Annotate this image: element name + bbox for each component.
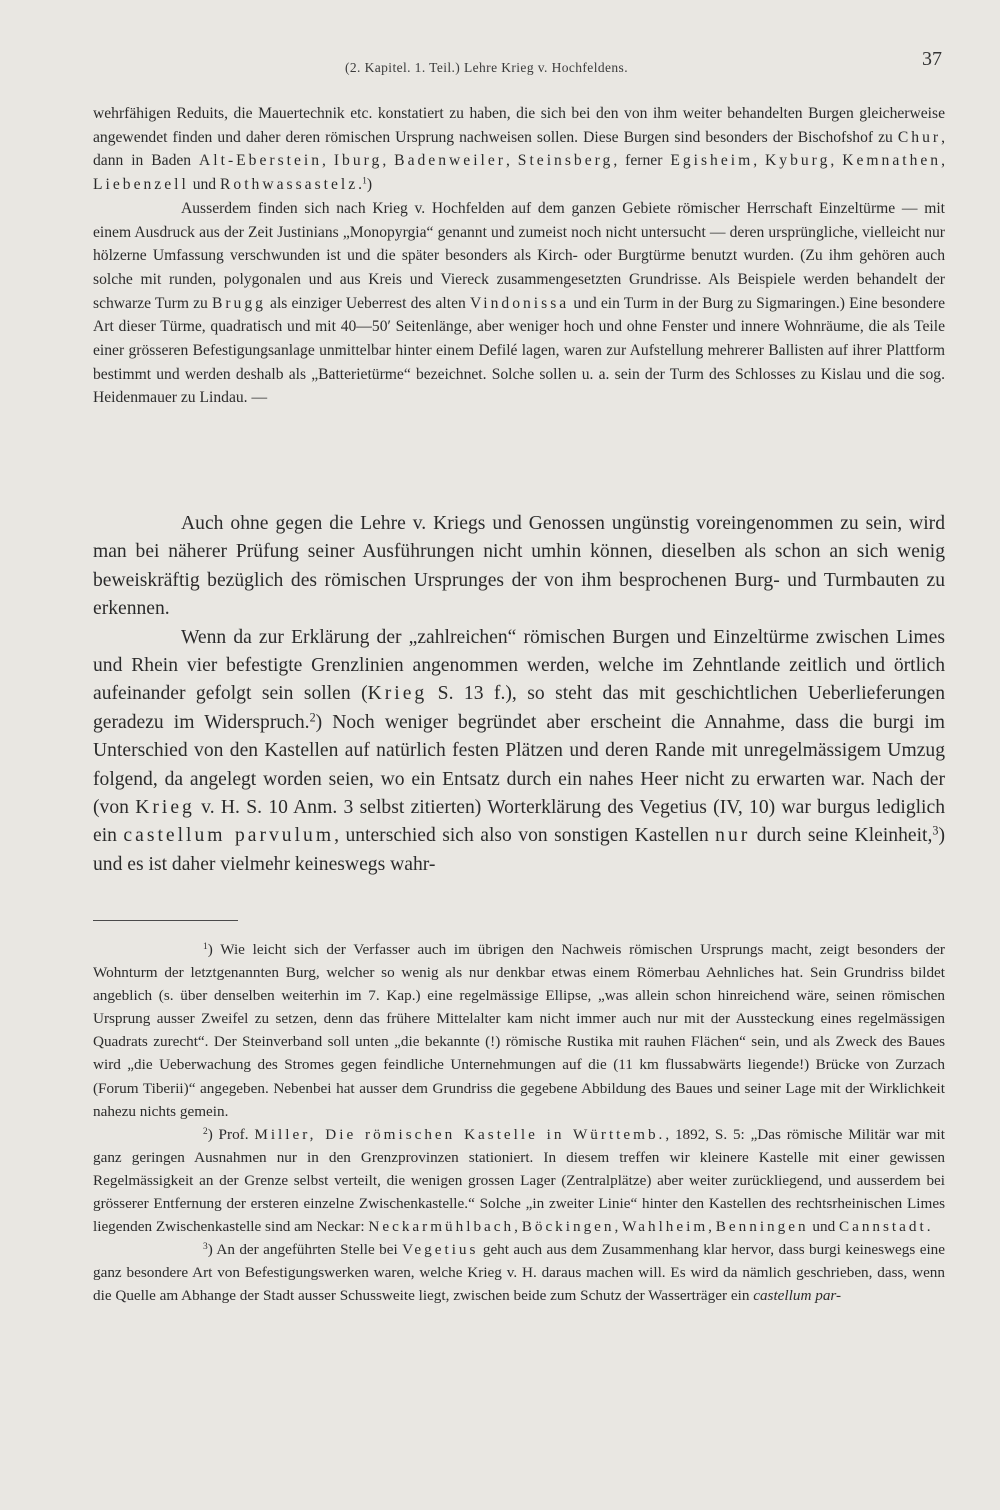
paragraph-3: Auch ohne gegen die Lehre v. Kriegs und Genossen ungünstig voreingenommen zu sein, wird man bei näherer Prüfung seiner Ausführungen nicht umhin können, dieselben als schon an sich wenig beweiskräftig bezüglich des römischen Ursprunges der von ihm besprochenen Burg- und Turmbauten zu erkennen. — [93, 513, 945, 620]
footnote-ref-2: 2 — [309, 710, 316, 725]
footnote-ref-3: 3 — [932, 823, 939, 838]
footnote-ref-1: 1 — [362, 175, 367, 187]
paragraph-4: Wenn da zur Erklärung der „zahlreichen“ römischen Burgen und Einzeltürme zwischen Limes und Rhein vier befestigte Grenzlinien angenommen werden, welche im Zehntlande zeitlich und örtlich aufeinander gefolgt sein sollen (Krieg S. 13 f.), so steht das mit geschichtlichen Ueberlieferungen geradezu im Widerspruch.$^2$) Noch weniger begründet aber erscheint die Annahme, dass die burgi im Unterschied von den Kastellen auf natürlich festen Plätzen und deren Rande mit unregelmässigem Umzug folgend, da angelegt worden seien, wo ein Entsatz durch ein nahes Heer nicht zu erwarten war. Nach der (von Krieg v. H. S. 10 Anm. 3 selbst zitierten) Worterklärung des Vegetius (IV, 10) war burgus lediglich ein castellum parvulum, unterschied sich also von sonstigen Kastellen nur durch seine Kleinheit,$^3$) und es ist daher vielmehr keineswegs wahr- — [93, 626, 946, 875]
body-main-section — [93, 510, 945, 879]
running-head: (2. Kapitel. 1. Teil.) Lehre Krieg v. Hochfeldens. — [345, 60, 628, 75]
footnotes — [93, 938, 945, 1308]
page-header — [0, 48, 1000, 78]
paragraph-1: wehrfähigen Reduits, die Mauertechnik etc. konstatiert zu haben, die sich bei den von ihm weiter behandelten Burgen gleicherweise angewendet finden und daher deren römischen Ursprung nachweisen sollen. Diese Burgen sind besonders der Bischofshof zu Chur, dann in Baden Alt-Eberstein, Iburg, Badenweiler, Steinsberg, ferner Egisheim, Kyburg, Kemnathen, Liebenzell und Rothwassastelz.$^1$) — [93, 105, 946, 194]
footnote-divider — [93, 920, 238, 921]
page-number: 37 — [922, 48, 942, 70]
footnote-3: $^3$) An der angeführten Stelle bei Vegetius geht auch aus dem Zusammenhang klar hervor, dass burgi keineswegs eine ganz besondere Art von Befestigungswerken waren, welche Krieg v. H. daraus machen will. Es wird da nämlich geschrieben, dass, wenn die Quelle am Abhange der Stadt ausser Schussweite liegt, zwischen beide zum Schutz der Wasserträger ein castellum par- — [93, 1241, 946, 1305]
footnote-2: $^2$) Prof. Miller, Die römischen Kastelle in Württemb., 1892, S. 5: „Das römische Militär war mit ganz geringen Ausnahmen nur in den Grenzprovinzen stationiert. In diesem treffen wir kleinere Kastelle mit einer gewissen Regelmässigkeit an der Grenze selbst verteilt, die wenigen grossen Lager (Zentralplätze) aber weiter zurückliegend, und ausserdem bei grösserer Entfernung der ersteren einzelne Zwischenkastelle.“ Solche „in zweiter Linie“ hinter den Kastellen des rechtsrheinischen Limes liegenden Zwischenkastelle sind am Neckar: Neckarmühlbach, Böckingen, Wahlheim, Benningen und Cannstadt. — [93, 1125, 945, 1236]
footnote-1: $^1$) Wie leicht sich der Verfasser auch im übrigen den Nachweis römischen Ursprungs macht, zeigt besonders der Wohnturm der letztgenannten Burg, welcher so wenig als nur denkbar etwas einem Römerbau Aehnliches hat. Sein Grundriss bildet angeblich (s. über denselben weiterhin im 7. Kap.) eine regelmässige Ellipse, „was allein schon hinreichend wäre, seinen römischen Ursprung ausser Zweifel zu setzen, denn das frühere Mittelalter kam nicht immer auch nur mit der Aussteckung eines regelmässigen Quadrats zurecht“. Der Steinverband soll unten „die bekannte (!) römische Rustika mit rauhen Flächen“ sein, und als Zweck des Baues wird „die Ueberwachung des Stromes gegen feindliche Unternehmungen auf die (11 km flussabwärts liegende!) Brücke von Zurzach (Forum Tiberii)“ angegeben. Nebenbei hat ausser dem Grundriss die gegebene Abbildung des Baues und seiner Lage mit der Wirklichkeit nahezu nichts gemein. — [93, 941, 945, 1120]
body-small-section — [93, 102, 945, 410]
paragraph-2: Ausserdem finden sich nach Krieg v. Hochfelden auf dem ganzen Gebiete römischer Herrschaft Einzeltürme — mit einem Ausdruck aus der Zeit Justinians „Monopyrgia“ genannt und zumeist noch nicht untersucht — deren ursprüngliche, vielleicht nur hölzerne Umfassung verschwunden ist und die später besonders als Kirch- oder Burgtürme benutzt wurden. (Zu ihm gehören auch solche mit runden, polygonalen und aus Kreis und Viereck zusammengesetzten Grundrisse. Als Beispiele werden behandelt der schwarze Turm zu Brugg als einziger Ueberrest des alten Vindonissa und ein Turm in der Burg zu Sigmaringen.) Eine besondere Art dieser Türme, quadratisch und mit 40—50′ Seitenlänge, aber weniger hoch und ohne Fenster und innere Wohnräume, die als Teile einer grösseren Befestigungsanlage unmittelbar hinter einem Defilé lagen, waren zur Aufstellung mehrerer Ballisten auf ihrer Plattform bestimmt und werden deshalb als „Batterietürme“ bezeichnet. Solche sollen u. a. sein der Turm des Schlosses zu Kislau und die sog. Heidenmauer zu Lindau. — — [93, 199, 945, 407]
